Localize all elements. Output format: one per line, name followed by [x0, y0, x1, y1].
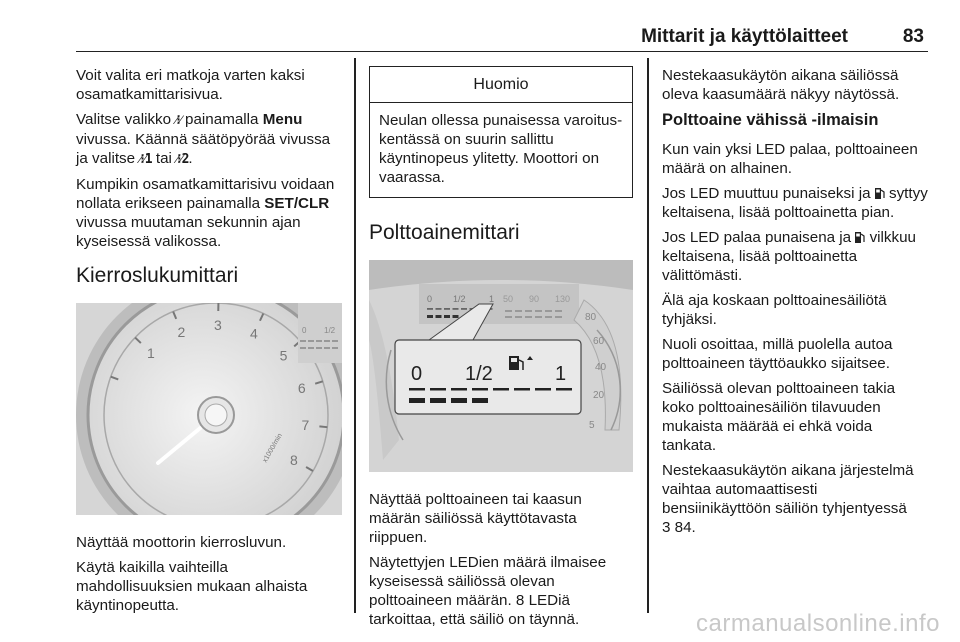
- subsection-heading: Polttoaine vähissä -ilmaisin: [662, 111, 879, 129]
- fuel-label-small-0: 0: [427, 294, 433, 304]
- temp-led-small: [555, 316, 562, 318]
- paragraph: Älä aja koskaan polttoainesäiliötä tyhjäksi.: [662, 292, 887, 328]
- fuel-pump-icon: [855, 231, 865, 243]
- page-reference: 3 84.: [662, 519, 696, 536]
- fuel-led-small-lit: [427, 315, 433, 318]
- paragraph: Näyttää moottorin kierrosluvun.: [76, 534, 287, 551]
- speed-label: 20: [593, 390, 605, 401]
- fuel-label-0: 0: [411, 363, 423, 385]
- tacho-label: 7: [301, 416, 310, 433]
- fuel-pump-icon: [875, 187, 885, 199]
- temp-led-small: [545, 316, 552, 318]
- temp-label: 130: [555, 294, 571, 304]
- column-2: [369, 66, 633, 635]
- temp-led-small: [505, 316, 512, 318]
- fuel-label-1: 1: [555, 363, 567, 385]
- paragraph: Jos LED muuttuu punaiseksi ja syttyy keltaisena, lisää polttoainetta pian.: [662, 185, 928, 221]
- watermark: carmanualsonline.info: [696, 610, 940, 637]
- speed-label: 40: [595, 362, 607, 373]
- paragraph: Jos LED palaa punaisena ja vilkkuu keltaisena, lisää polttoainetta välittömästi.: [662, 229, 917, 284]
- fuel-led-outline: [451, 388, 467, 391]
- fuel-led-outline: [430, 388, 446, 391]
- paragraph: Kun vain yksi LED palaa, polttoaineen määrä on alhainen.: [662, 141, 918, 177]
- fuel-led-outline: [472, 388, 488, 391]
- column-3: [662, 66, 928, 543]
- tacho-tick: [319, 426, 327, 427]
- paragraph: Näytettyjen LEDien määrä ilmaisee kyseisessä säiliössä olevan polttoaineen määrän. 8 LEDiä tarkoittaa, että säiliö on täynnä.: [369, 554, 607, 628]
- fuel-led-outline: [514, 388, 530, 391]
- column-divider: [354, 58, 356, 613]
- fuel-led-lit: [430, 398, 446, 403]
- paragraph: Kumpikin osamatkamittarisivu voidaan nollata erikseen painamalla SET/CLR vivussa muutaman sekunnin ajan kyseisessä valikossa.: [76, 176, 335, 250]
- paragraph: Säiliössä olevan polttoaineen takia koko polttoainesäiliön tilavuuden mukaista määrää ei ehkä voida tankata.: [662, 380, 896, 454]
- fuel-gauge-figure: [369, 260, 633, 472]
- paragraph: Käytä kaikilla vaihteilla mahdollisuuksien mukaan alhaista käyntinopeutta.: [76, 559, 308, 614]
- fuel-led-outline: [535, 388, 551, 391]
- svg-text:1/2: 1/2: [324, 326, 336, 335]
- paragraph: Nestekaasukäytön aikana järjestelmä vaihtaa automaattisesti bensiinikäyttöön säiliön tyhjentyessä 3 84.: [662, 462, 914, 536]
- fuel-led-small: [453, 308, 459, 310]
- fuel-led-small: [427, 308, 433, 310]
- fuel-led-outline: [409, 388, 425, 391]
- tacho-label: 3: [213, 317, 222, 334]
- temp-led-small: [545, 310, 552, 312]
- temp-label: 90: [529, 294, 540, 304]
- paragraph: Nuoli osoittaa, millä puolella autoa polttoaineen täyttöaukko sijaitsee.: [662, 336, 893, 372]
- fuel-led-small: [444, 308, 450, 310]
- speed-label: 60: [593, 336, 605, 347]
- fuel-led-small-lit: [453, 315, 459, 318]
- paragraph: Näyttää polttoaineen tai kaasun määrän säiliössä käyttötavasta riippuen.: [369, 491, 582, 546]
- page-title: Mittarit ja käyttölaitteet: [641, 26, 848, 47]
- temp-led-small: [535, 316, 542, 318]
- tacho-label: 6: [297, 379, 306, 396]
- temp-led-small: [555, 310, 562, 312]
- tacho-label: 8: [289, 452, 298, 468]
- tacho-label: 1: [146, 344, 155, 361]
- fuel-led-outline: [556, 388, 572, 391]
- fuel-led-small: [461, 308, 467, 310]
- trip-1-symbol: ⁄⁝⁄1: [139, 152, 152, 167]
- notice-text: Neulan ollessa punaisessa varoituskentässä on suurin sallittu käyntinopeus ylitetty. Moottori on vaarassa.: [379, 112, 623, 186]
- notice-title: Huomio: [370, 67, 632, 103]
- fuel-led-small-lit: [444, 315, 450, 318]
- temp-led-small: [525, 316, 532, 318]
- paragraph: Voit valita eri matkoja varten kaksi osamatkamittarisivua.: [76, 67, 305, 103]
- tacho-label: 5: [279, 347, 288, 364]
- tacho-label: 4: [250, 325, 258, 342]
- column-1: [76, 66, 342, 621]
- svg-text:0: 0: [302, 326, 307, 335]
- fuel-led-lit: [451, 398, 467, 403]
- fuel-label-small-half: 1/2: [453, 294, 466, 304]
- temp-led-small: [515, 310, 522, 312]
- tachometer-figure: [76, 303, 342, 515]
- fuel-led-lit: [472, 398, 488, 403]
- temp-label: 50: [503, 294, 514, 304]
- page-header: [76, 22, 928, 52]
- fuel-led-lit: [409, 398, 425, 403]
- temp-led-small: [515, 316, 522, 318]
- fuel-led-small-lit: [436, 315, 442, 318]
- fuel-label-half: 1/2: [465, 363, 493, 385]
- tacho-label: 2: [177, 323, 186, 340]
- section-heading: Kierroslukumittari: [76, 264, 239, 287]
- paragraph: Nestekaasukäytön aikana säiliössä oleva kaasumäärä näkyy näytössä.: [662, 67, 900, 103]
- fuel-led-outline: [493, 388, 509, 391]
- page-number: 83: [902, 26, 924, 47]
- notice-box: [369, 66, 633, 198]
- temp-led-small: [535, 310, 542, 312]
- speed-label: 80: [585, 312, 597, 323]
- temp-led-small: [505, 310, 512, 312]
- tacho-unit: x1000/min: [261, 432, 284, 464]
- fuel-label-small-1: 1: [489, 294, 495, 304]
- fuel-led-small: [436, 308, 442, 310]
- trip-2-symbol: ⁄⁝⁄2: [176, 152, 189, 167]
- section-heading: Polttoainemittari: [369, 221, 520, 244]
- speed-label: 5: [589, 420, 595, 431]
- trip-menu-symbol: ⁄⁝⁄: [175, 113, 181, 128]
- paragraph: Valitse valikko ⁄⁝⁄ painamalla Menu vivussa. Käännä säätöpyörää vivussa ja valitse ⁄⁝⁄1 tai ⁄⁝⁄2.: [76, 111, 331, 167]
- temp-led-small: [525, 310, 532, 312]
- column-divider: [647, 58, 649, 613]
